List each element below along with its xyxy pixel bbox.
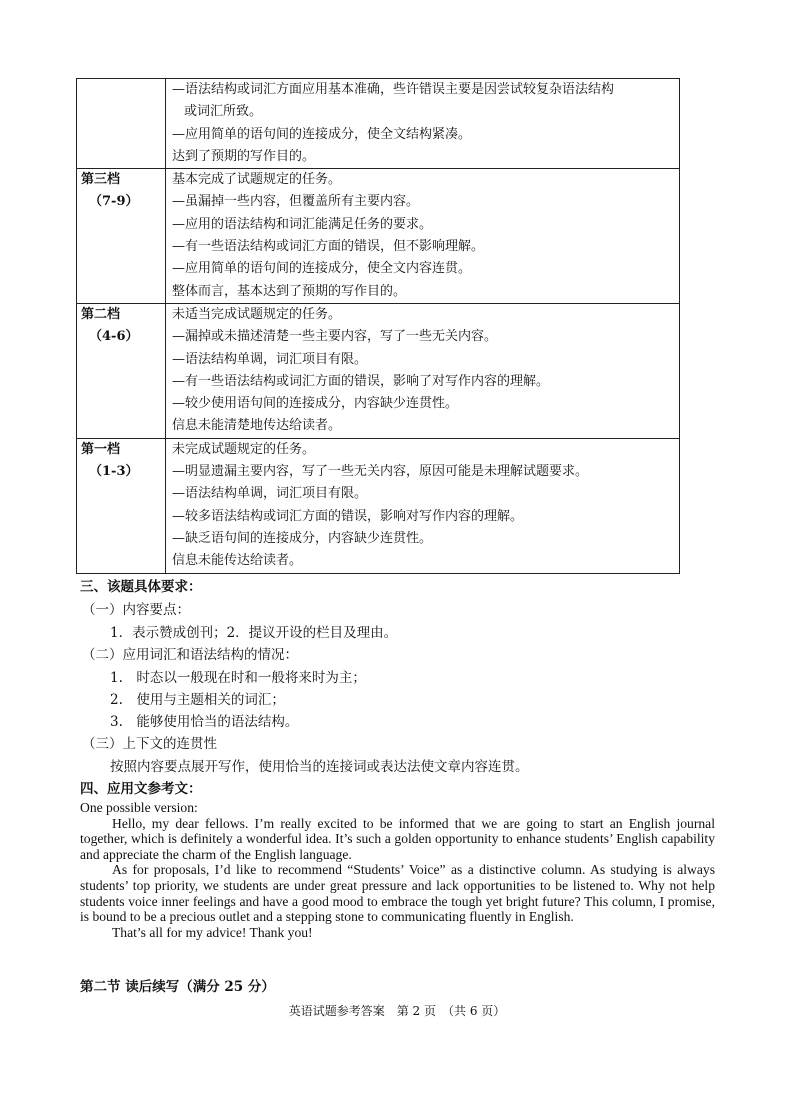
- criteria-line: —应用简单的语句间的连接成分，使全文内容连贯。: [172, 261, 472, 277]
- subsection-heading: （二）应用词汇和语法结构的情况：: [82, 647, 298, 663]
- criteria-line: —较少使用语句间的连接成分，内容缺少连贯性。: [172, 396, 459, 412]
- level-cell-empty: [77, 79, 166, 169]
- criteria-line: —语法结构单调，词汇项目有限。: [172, 486, 368, 502]
- table-row-continuation: [77, 79, 680, 169]
- criteria-line: 或词汇所致。: [184, 104, 263, 120]
- level-name: 第二档: [81, 306, 121, 322]
- criteria-line: —较多语法结构或词汇方面的错误，影响对写作内容的理解。: [172, 508, 524, 524]
- essay-paragraph: Hello, my dear fellows. I’m really excited to be informed that we are going to start an English journal together, which is definitely a wonderful idea. It’s such a golden opportunity to enhance students’ English capability and appreciate the charm of the English language.: [80, 815, 715, 862]
- criteria-line: —语法结构单调，词汇项目有限。: [172, 351, 368, 367]
- requirement-item: 1. 时态以一般现在时和一般将来时为主；: [110, 670, 366, 686]
- requirement-item: 1．表示赞成创刊；2．提议开设的栏目及理由。: [110, 625, 398, 641]
- table-row-level-1: [77, 438, 680, 573]
- criteria-line: —缺乏语句间的连接成分，内容缺少连贯性。: [172, 530, 433, 546]
- table-row-level-3: [77, 169, 680, 304]
- level-name: 第一档: [81, 441, 121, 457]
- sample-essay: [80, 800, 715, 940]
- level-range: （1-3）: [89, 464, 139, 480]
- criteria-line: 未适当完成试题规定的任务。: [172, 306, 342, 322]
- criteria-line: —应用的语法结构和词汇能满足任务的要求。: [172, 216, 433, 232]
- subsection-heading: （三）上下文的连贯性: [82, 736, 217, 752]
- criteria-line: 达到了预期的写作目的。: [172, 148, 316, 164]
- level-range: （4-6）: [89, 329, 139, 345]
- grading-table: [76, 78, 680, 574]
- criteria-line: 未完成试题规定的任务。: [172, 441, 316, 457]
- criteria-line: —应用简单的语句间的连接成分，使全文结构紧凑。: [172, 126, 472, 142]
- section-heading: 第二节 读后续写（满分 25 分）: [80, 979, 275, 995]
- section-heading: 四、应用文参考文：: [80, 781, 202, 797]
- level-range: （7-9）: [89, 194, 139, 210]
- level-cell: [77, 438, 166, 573]
- criteria-line: —有一些语法结构或词汇方面的错误，但不影响理解。: [172, 239, 485, 255]
- essay-intro: One possible version:: [80, 800, 198, 815]
- requirement-item: 3. 能够使用恰当的语法结构。: [110, 714, 299, 730]
- level-cell: [77, 303, 166, 438]
- criteria-line: —虽漏掉一些内容，但覆盖所有主要内容。: [172, 194, 420, 210]
- criteria-line: —明显遗漏主要内容，写了一些无关内容，原因可能是未理解试题要求。: [172, 464, 589, 480]
- criteria-line: —漏掉或未描述清楚一些主要内容，写了一些无关内容。: [172, 329, 498, 345]
- essay-paragraph: That’s all for my advice! Thank you!: [112, 924, 313, 940]
- criteria-line: —语法结构或词汇方面应用基本准确，些许错误主要是因尝试较复杂语法结构: [172, 82, 615, 97]
- level-desc: [166, 169, 680, 304]
- page-footer: 英语试题参考答案 第 2 页 （共 6 页）: [288, 1004, 506, 1018]
- requirement-item: 2. 使用与主题相关的词汇；: [110, 692, 285, 708]
- section-heading: 三、该题具体要求：: [80, 579, 202, 595]
- essay-paragraph: As for proposals, I’d like to recommend “Students’ Voice” as a distinctive column. As studying is always students’ top priority, we students are under great pressure and lack opportunities to be listened to. Why not help students voice inner feelings and have a good mood to embrace the tough yet bright future? This column, I promise, is bound to be a precious outlet and a stepping stone to communicating fluently in English.: [80, 862, 715, 925]
- criteria-line: —有一些语法结构或词汇方面的错误，影响了对写作内容的理解。: [172, 373, 550, 389]
- table-row-level-2: [77, 303, 680, 438]
- criteria-line: 信息未能清楚地传达给读者。: [172, 418, 342, 434]
- subsection-heading: （一）内容要点：: [82, 602, 190, 618]
- level-cell: [77, 169, 166, 304]
- criteria-line: 整体而言，基本达到了预期的写作目的。: [172, 283, 407, 299]
- continuation-desc: [166, 79, 680, 169]
- level-desc: [166, 438, 680, 573]
- requirement-text: 按照内容要点展开写作，使用恰当的连接词或表达法使文章内容连贯。: [110, 759, 529, 775]
- criteria-line: 基本完成了试题规定的任务。: [172, 172, 342, 188]
- level-name: 第三档: [81, 172, 121, 188]
- criteria-line: 信息未能传达给读者。: [172, 553, 303, 569]
- level-desc: [166, 303, 680, 438]
